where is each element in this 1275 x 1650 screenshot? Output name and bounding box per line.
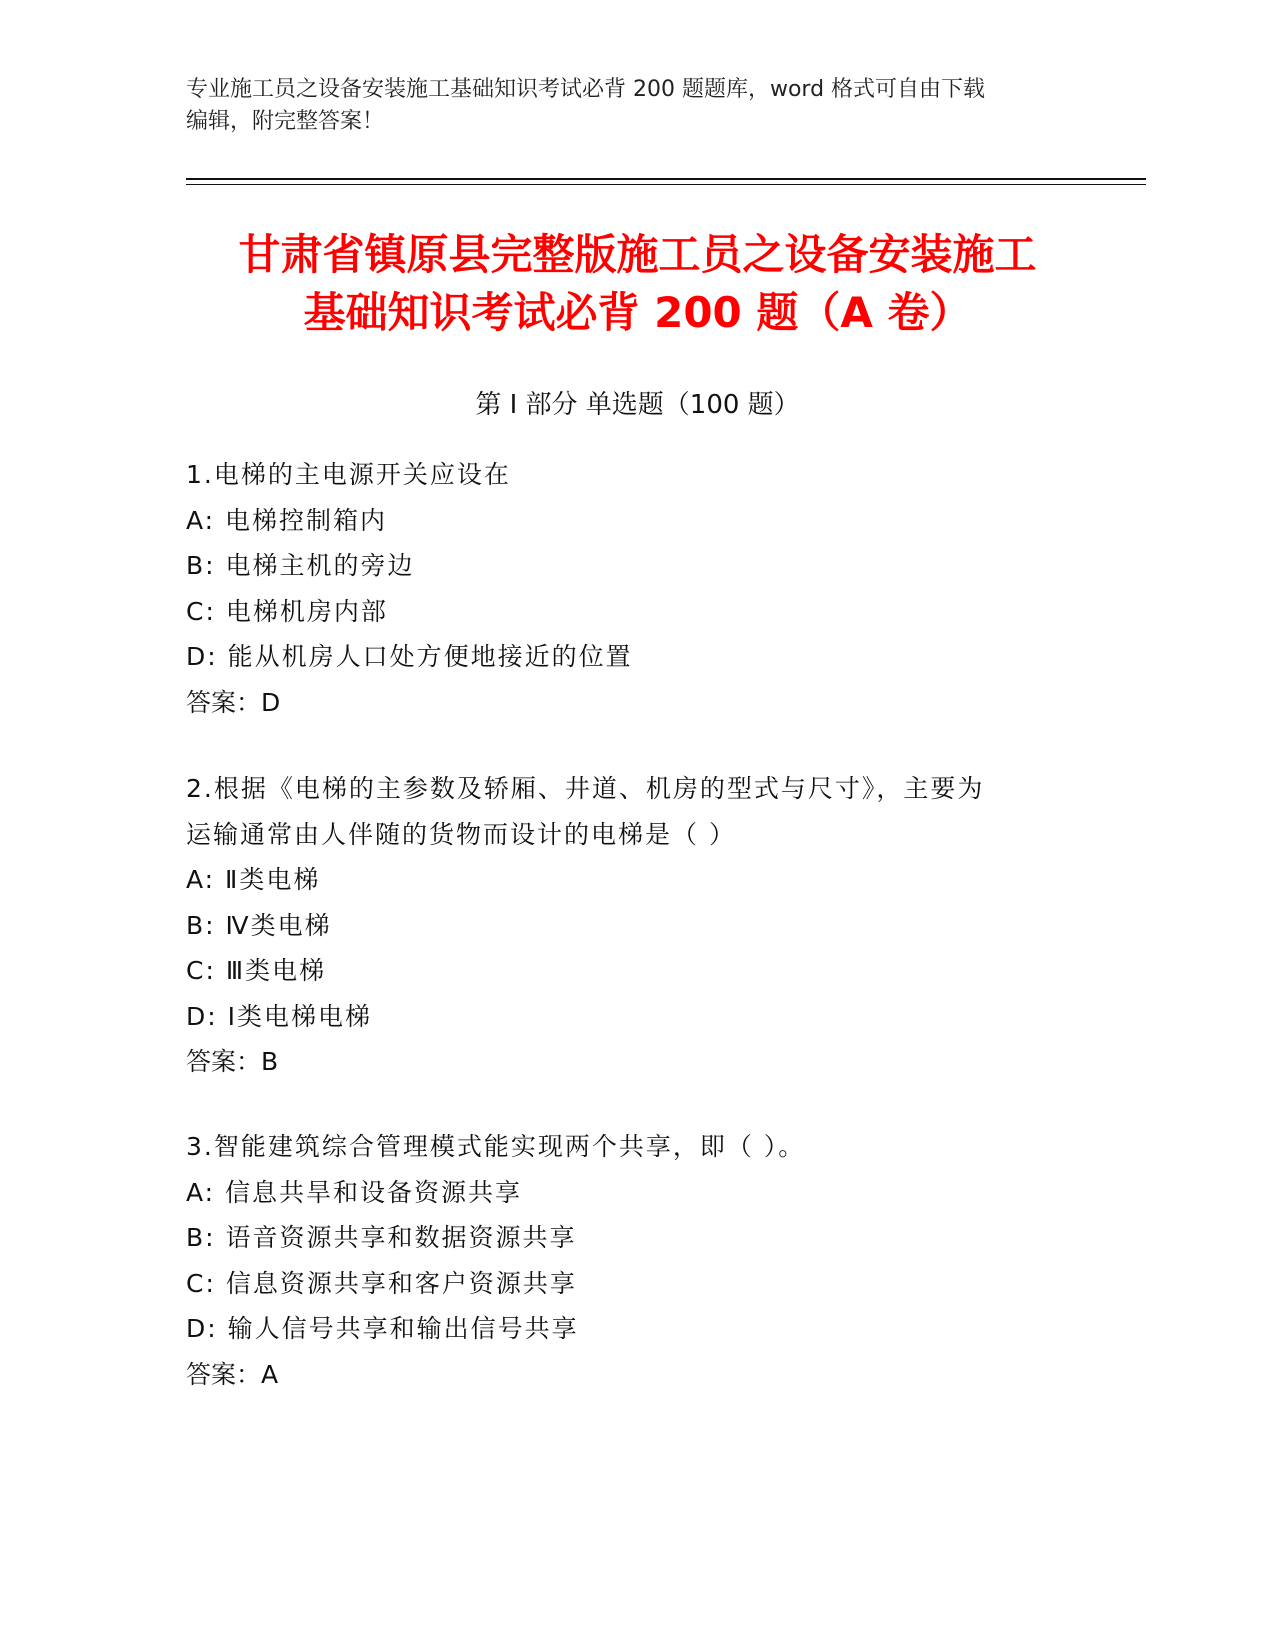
answer-label: 答案： — [186, 1359, 262, 1389]
answer-line — [186, 680, 1086, 726]
option-text: 输人信号共享和输出信号共享 — [227, 1314, 579, 1343]
option-label: D: — [186, 642, 218, 671]
question-3 — [186, 1124, 1086, 1397]
option-label: B: — [186, 1223, 216, 1252]
option-label: A: — [186, 505, 216, 535]
option-label: B: — [186, 910, 216, 940]
option-c — [186, 1261, 1086, 1307]
answer-line — [186, 1352, 1086, 1398]
option-text: 电梯主机的旁边 — [225, 551, 415, 580]
question-stem: 1.电梯的主电源开关应设在 — [186, 460, 511, 489]
option-c — [186, 948, 1086, 994]
option-label: C: — [186, 956, 216, 985]
question-stem-line-2: 运输通常由人伴随的货物而设计的电梯是（ ） — [186, 819, 736, 849]
document-title-line-1: 甘肃省镇原县完整版施工员之设备安装施工 — [238, 230, 1037, 279]
option-text: 能从机房人口处方便地接近的位置 — [227, 642, 633, 671]
option-text: 语音资源共享和数据资源共享 — [225, 1223, 577, 1252]
answer-value: A — [261, 1359, 279, 1389]
option-label: A: — [186, 865, 216, 894]
answer-value: D — [261, 687, 281, 717]
option-b — [186, 903, 1086, 949]
option-label: C: — [186, 1268, 216, 1298]
header-divider-thin — [186, 184, 1146, 185]
option-a — [186, 498, 1086, 544]
option-label: D: — [186, 1001, 218, 1031]
option-label: A: — [186, 1177, 216, 1207]
section-title: 第 I 部分 单选题（100 题） — [475, 390, 800, 420]
header-note-line-1: 专业施工员之设备安装施工基础知识考试必背 200 题题库，word 格式可自由下载 — [186, 77, 986, 102]
option-b — [186, 543, 1086, 589]
question-1 — [186, 452, 1086, 725]
answer-value: B — [261, 1047, 279, 1076]
option-text: Ⅱ类电梯 — [225, 865, 321, 894]
question-2 — [186, 766, 1086, 1085]
option-label: D: — [186, 1314, 218, 1343]
question-stem: 3.智能建筑综合管理模式能实现两个共享，即（ ）。 — [186, 1132, 806, 1161]
option-label: C: — [186, 596, 216, 626]
document-title-line-2: 基础知识考试必背 200 题（A 卷） — [303, 288, 972, 337]
question-stem-line-1: 2.根据《电梯的主参数及轿厢、井道、机房的型式与尺寸》，主要为 — [186, 774, 985, 803]
option-c — [186, 589, 1086, 635]
document-title — [130, 226, 1145, 342]
option-d — [186, 994, 1086, 1040]
option-d — [186, 634, 1086, 680]
option-text: 信息共旱和设备资源共享 — [225, 1177, 523, 1207]
header-note — [186, 74, 1086, 138]
option-a — [186, 857, 1086, 903]
answer-label: 答案： — [186, 1047, 262, 1076]
option-d — [186, 1306, 1086, 1352]
option-a — [186, 1170, 1086, 1216]
answer-label: 答案： — [186, 687, 262, 717]
option-text: 电梯控制箱内 — [225, 505, 388, 535]
option-text: Ⅳ类电梯 — [225, 910, 332, 940]
header-note-line-2: 编辑，附完整答案！ — [186, 109, 385, 134]
option-b — [186, 1215, 1086, 1261]
option-text: Ⅰ类电梯电梯 — [227, 1001, 373, 1031]
header-divider-thick — [186, 178, 1146, 180]
option-text: 电梯机房内部 — [225, 596, 388, 626]
option-text: 信息资源共享和客户资源共享 — [225, 1268, 577, 1298]
answer-line — [186, 1039, 1086, 1085]
option-text: Ⅲ类电梯 — [225, 956, 327, 985]
option-label: B: — [186, 551, 216, 580]
